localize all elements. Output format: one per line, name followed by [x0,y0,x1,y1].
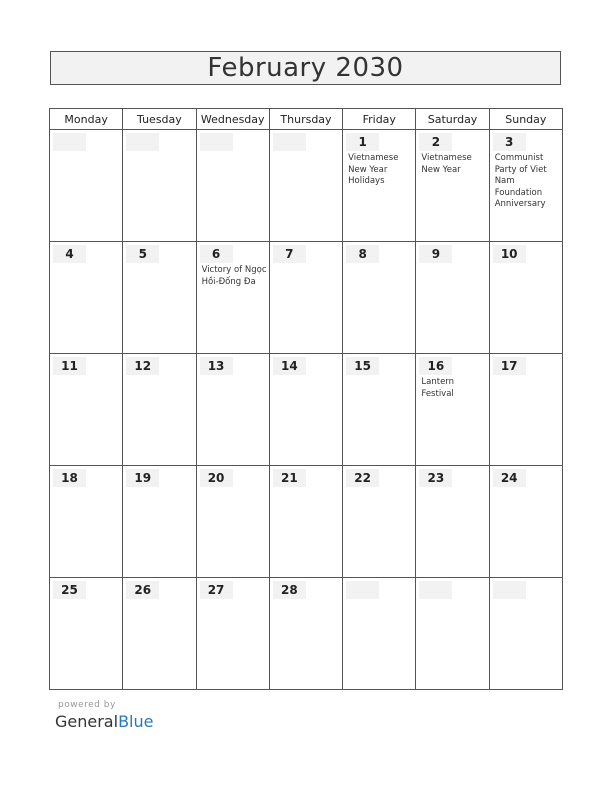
holiday-label: Vietnamese New Year [421,153,472,175]
day-cell [50,466,123,578]
day-cell [343,130,416,242]
day-cell [196,466,269,578]
powered-by-label: powered by [58,700,116,710]
holiday-label: Lantern Festival [421,377,455,399]
weekday-header-row [50,109,563,130]
day-number: 13 [207,359,225,373]
day-number: 12 [134,359,152,373]
day-number: 23 [427,471,445,485]
holiday-label: Vietnamese New Year Holidays [348,153,399,186]
day-cell [343,578,416,690]
day-number: 25 [61,583,78,597]
day-number [419,581,452,599]
day-cell [343,466,416,578]
day-number: 1 [358,135,367,149]
day-cell [269,466,342,578]
brand-blue-text: Blue [118,712,154,731]
day-cell [269,242,342,354]
day-number: 16 [427,359,445,373]
day-number: 24 [500,471,518,485]
weekday-header: Sunday [489,109,562,130]
day-cell [50,242,123,354]
day-number: 7 [285,247,294,261]
day-number [273,133,306,151]
day-number: 17 [500,359,518,373]
day-number: 21 [280,471,298,485]
calendar-title: February 2030 [207,53,404,83]
day-cell [123,466,196,578]
day-cell [416,466,489,578]
day-number [346,581,379,599]
week-row [50,130,563,242]
day-number: 20 [207,471,225,485]
day-number: 2 [431,135,441,149]
day-cell [50,578,123,690]
week-row [50,578,563,690]
day-number: 15 [354,359,371,373]
week-row [50,242,563,354]
day-number [53,133,86,151]
day-cell [489,578,562,690]
day-cell [343,242,416,354]
day-number: 14 [280,359,298,373]
day-number: 18 [61,471,78,485]
day-number: 11 [61,359,78,373]
day-number: 19 [134,471,152,485]
weekday-header: Friday [343,109,416,130]
day-number: 10 [500,247,518,261]
day-cell [50,354,123,466]
day-cell [123,578,196,690]
day-cell [489,354,562,466]
day-cell [196,242,269,354]
day-cell [196,354,269,466]
day-cell [489,130,562,242]
day-number: 8 [358,247,367,261]
day-number [200,133,233,151]
calendar-title-box [50,51,561,85]
brand-general-text: General [55,712,119,731]
day-cell [343,354,416,466]
day-cell [269,354,342,466]
week-row [50,466,563,578]
generalblue-logo [55,712,153,731]
weekday-header: Wednesday [196,109,269,130]
holiday-label: Communist Party of Viet Nam Foundation Anniversary [494,153,547,209]
day-cell [196,578,269,690]
day-cell [416,578,489,690]
day-number: 9 [431,247,441,261]
day-cell [416,354,489,466]
weekday-header: Monday [50,109,123,130]
day-number: 27 [207,583,225,597]
day-number [126,133,159,151]
calendar-grid [49,108,563,690]
day-number [493,581,526,599]
day-number: 3 [505,135,514,149]
day-number: 26 [134,583,152,597]
weekday-header: Thursday [269,109,342,130]
day-cell [123,242,196,354]
day-cell [416,242,489,354]
day-number: 6 [211,247,221,261]
day-cell [489,466,562,578]
day-cell [269,578,342,690]
day-cell [489,242,562,354]
day-number: 22 [354,471,371,485]
weekday-header: Tuesday [123,109,196,130]
day-cell [123,130,196,242]
day-number: 5 [138,247,147,261]
day-number: 28 [280,583,298,597]
day-cell [50,130,123,242]
day-cell [123,354,196,466]
day-cell [416,130,489,242]
weekday-header: Saturday [416,109,489,130]
day-cell [269,130,342,242]
day-cell [196,130,269,242]
holiday-label: Victory of Ngọc Hồi-Đống Đa [201,265,267,287]
week-row [50,354,563,466]
day-number: 4 [65,247,74,261]
